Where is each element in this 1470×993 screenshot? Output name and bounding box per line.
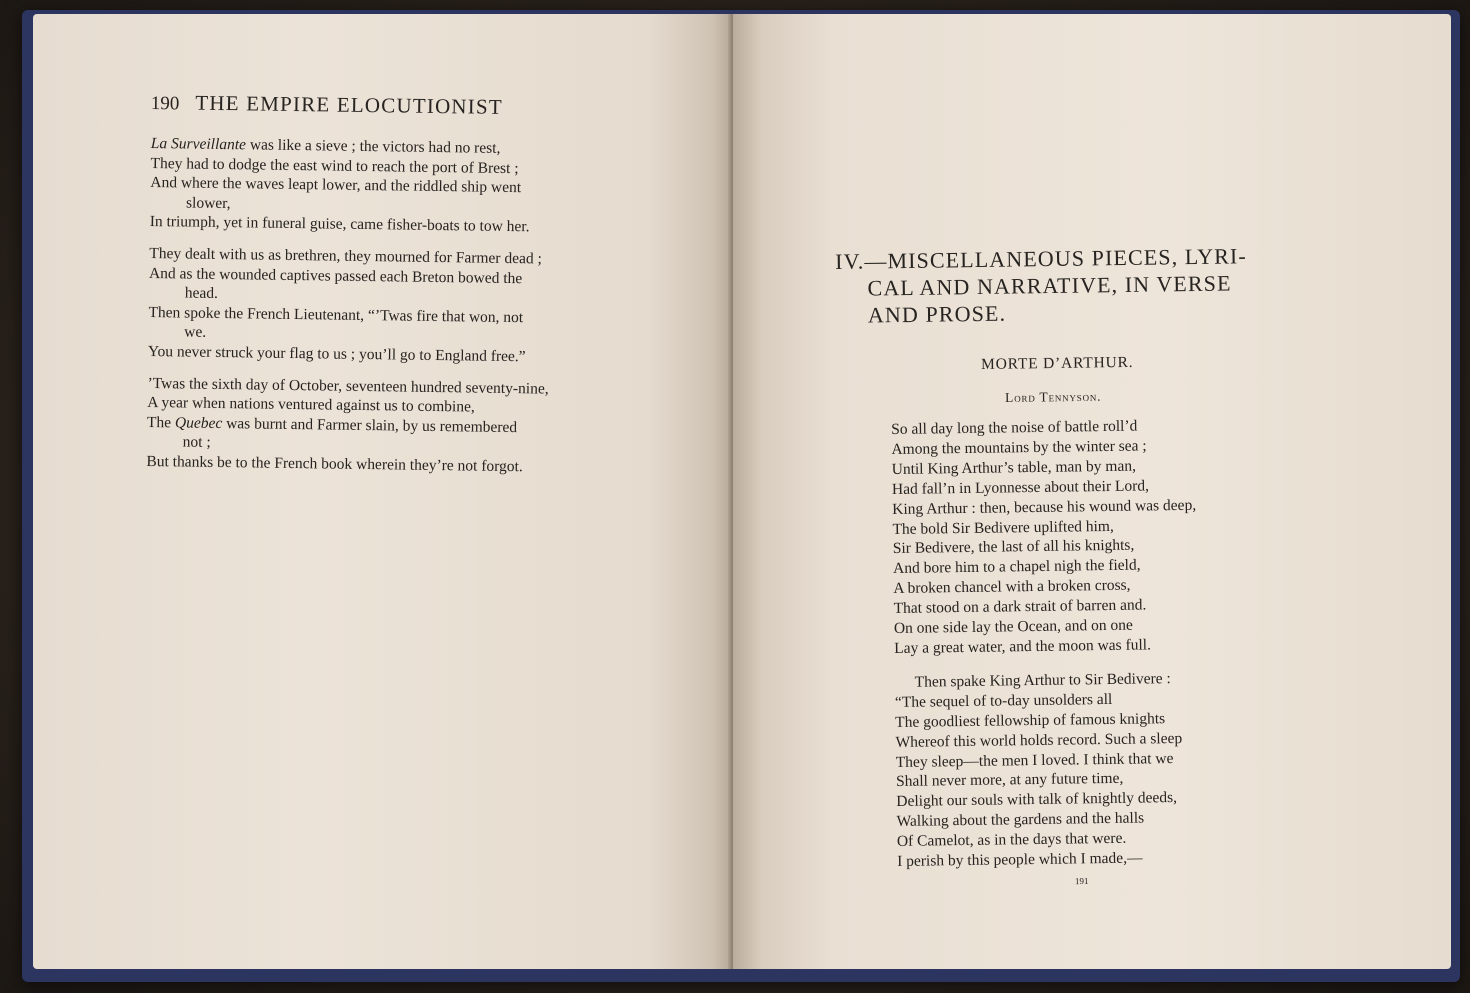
verse-line: Sir Bedivere, the last of all his knights, (892, 537, 1135, 558)
poem-title: MORTE D’ARTHUR. (981, 353, 1134, 373)
verse-line: The goodliest fellowship of famous knights (895, 709, 1166, 731)
section-title-line: AND PROSE. (867, 300, 1007, 328)
stanza (148, 244, 625, 368)
verse-text: They had to dodge the east wind to reach the port of Brest ; (150, 154, 519, 177)
verse-text: Then spoke the French Lieutenant, “’Twas fire that won, not (148, 303, 524, 326)
verse-line: So all day long the noise of battle roll’d (891, 417, 1138, 438)
running-title: THE EMPIRE ELOCUTIONIST (195, 90, 504, 119)
right-verse (891, 415, 1277, 886)
verse-line: King Arthur : then, because his wound was deep, (892, 496, 1197, 518)
stanza (891, 415, 1274, 659)
italic-text: La Surveillante (150, 134, 247, 154)
left-page (33, 14, 733, 969)
poem-author: Lord Tennyson. (1005, 388, 1102, 405)
left-verse (146, 134, 626, 490)
verse-text: A year when nations ventured against us to combine, (147, 394, 475, 416)
verse-line: Walking about the gardens and the halls (896, 809, 1145, 831)
left-page-header (151, 90, 503, 120)
verse-line: Then spake King Arthur to Sir Bedivere : (914, 669, 1171, 691)
verse-text: You never struck your flag to us ; you’ll go to England free.” (147, 342, 526, 366)
verse-text: slower, (185, 194, 231, 212)
verse-text: not ; (182, 433, 211, 452)
verse-text: ’Twas the sixth day of October, seventeen hundred seventy-nine, (147, 374, 549, 398)
verse-line: They sleep—the men I loved. I think that we (895, 749, 1174, 771)
stanza (895, 668, 1278, 872)
italic-text: Quebec (174, 414, 223, 432)
section-title (835, 241, 1308, 329)
verse-line: Lay a great water, and the moon was full. (894, 636, 1152, 657)
verse-line: Until King Arthur’s table, man by man, (891, 457, 1137, 478)
verse-text: was burnt and Farmer slain, by us remembered (222, 414, 518, 436)
left-page-number: 190 (150, 92, 180, 115)
section-title-line: CAL AND NARRATIVE, IN VERSE (867, 270, 1232, 301)
verse-line: A broken chancel with a broken cross, (893, 576, 1131, 598)
verse-line: Delight our souls with talk of knightly deeds, (896, 789, 1178, 811)
verse-line: “The sequel of to-day unsolders all (894, 690, 1113, 711)
verse-text: They dealt with us as brethren, they mourned for Farmer dead ; (149, 244, 542, 268)
verse-text: The (146, 413, 176, 432)
right-page (733, 14, 1451, 969)
verse-line: That stood on a dark strait of barren and. (893, 596, 1147, 618)
verse-text: And as the wounded captives passed each Breton bowed the (148, 264, 523, 287)
stanza (146, 374, 622, 479)
section-title-line: IV.—MISCELLANEOUS PIECES, LYRI- (835, 243, 1247, 274)
verse-line: And bore him to a chapel nigh the field, (892, 556, 1141, 578)
verse-text: In triumph, yet in funeral guise, came fisher-boats to tow her. (149, 213, 530, 236)
stanza (150, 134, 626, 239)
verse-line: Among the mountains by the winter sea ; (891, 437, 1147, 458)
verse-text: And where the waves leapt lower, and the riddled ship went (150, 174, 522, 197)
verse-text: was like a sieve ; the victors had no rest, (245, 136, 501, 157)
verse-line: Had fall’n in Lyonnesse about their Lord, (891, 477, 1150, 498)
right-page-number: 191 (1074, 875, 1089, 887)
verse-line: Shall never more, at any future time, (895, 770, 1124, 791)
verse-text: head. (184, 284, 219, 303)
verse-line: Of Camelot, as in the days that were. (896, 829, 1127, 851)
verse-text: But thanks be to the French book wherein they’re not forgot. (146, 452, 523, 476)
verse-line: Whereof this world holds record. Such a sleep (895, 729, 1183, 751)
verse-line: The bold Sir Bedivere uplifted him, (892, 517, 1114, 538)
verse-text: we. (184, 323, 207, 342)
verse-line: I perish by this people which I made,— (897, 849, 1143, 870)
verse-line: On one side lay the Ocean, and on one (893, 616, 1133, 638)
